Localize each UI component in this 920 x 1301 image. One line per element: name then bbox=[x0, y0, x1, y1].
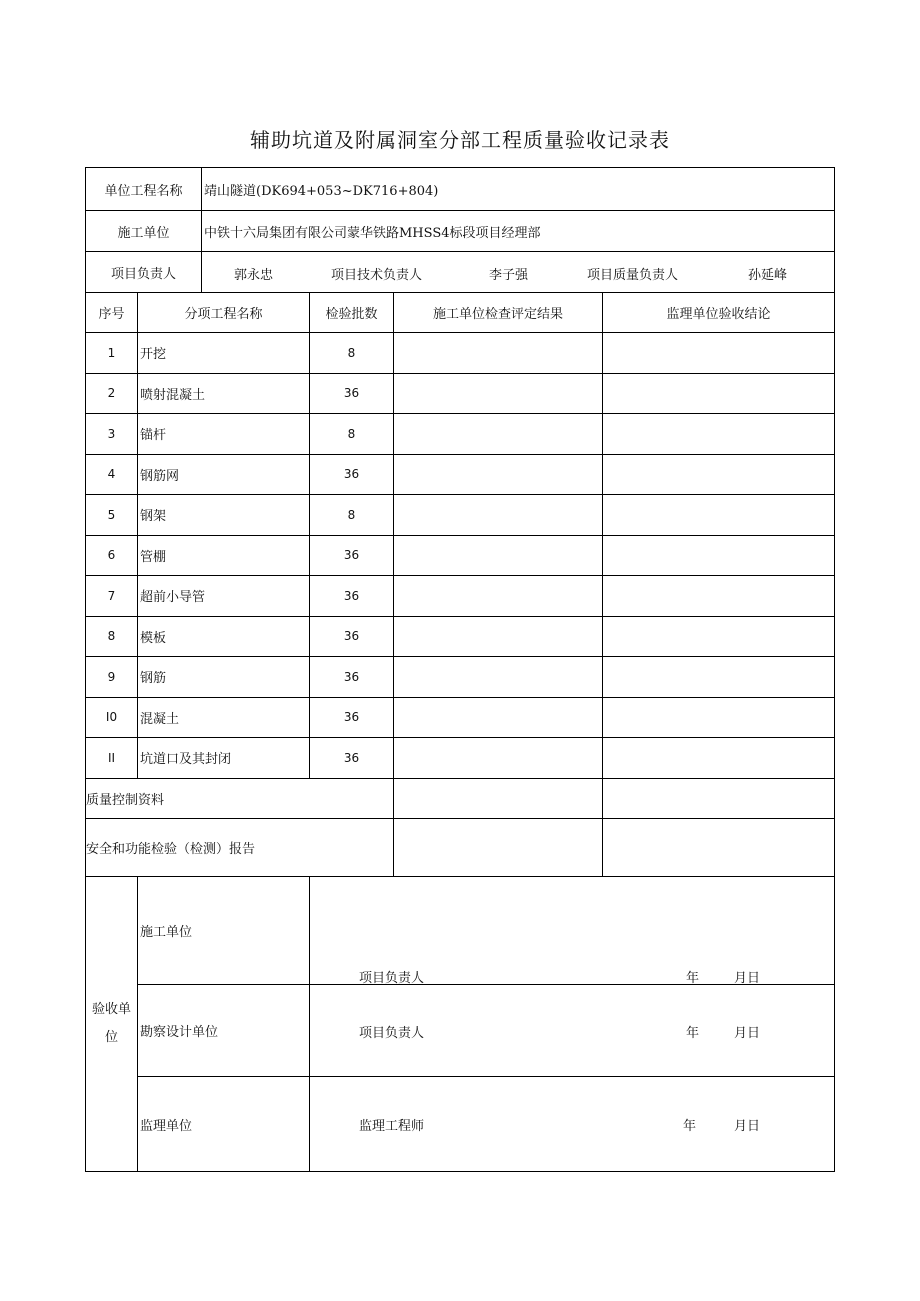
row-supervision-result bbox=[603, 333, 834, 374]
row-batches: 36 bbox=[310, 576, 394, 617]
row-supervision-result bbox=[603, 657, 834, 698]
row-batches: 36 bbox=[310, 738, 394, 779]
row-supervision-result bbox=[603, 698, 834, 739]
row-construction-result bbox=[394, 738, 603, 779]
tech-leader-label: 项目技术负责人 bbox=[331, 268, 423, 283]
col-header-name: 分项工程名称 bbox=[138, 293, 310, 333]
row-no: 4 bbox=[86, 455, 138, 496]
row-construction-result bbox=[394, 374, 603, 415]
row-item-name: 混凝土 bbox=[138, 698, 310, 739]
row-batches: 8 bbox=[310, 414, 394, 455]
row-item-name: 钢架 bbox=[138, 495, 310, 536]
unit-project-label: 单位工程名称 bbox=[86, 168, 202, 211]
row-supervision-result bbox=[603, 455, 834, 496]
document-title: 辅助坑道及附属洞室分部工程质量验收记录表 bbox=[250, 128, 670, 152]
row-no: 9 bbox=[86, 657, 138, 698]
safety-report-supervision-cell bbox=[603, 819, 834, 877]
quality-leader-value: 孙延峰 bbox=[748, 268, 788, 283]
row-no: II bbox=[86, 738, 138, 779]
signoff-construction-year: 年 bbox=[686, 971, 700, 986]
signoff-survey-person: 项目负责人 bbox=[359, 1026, 425, 1041]
row-no: 6 bbox=[86, 536, 138, 577]
row-no: I0 bbox=[86, 698, 138, 739]
row-item-name: 钢筋网 bbox=[138, 455, 310, 496]
signoff-survey-month-day: 月日 bbox=[734, 1026, 761, 1041]
row-item-name: 钢筋 bbox=[138, 657, 310, 698]
quality-data-supervision-cell bbox=[603, 779, 834, 819]
row-batches: 36 bbox=[310, 374, 394, 415]
signoff-construction-label: 施工单位 bbox=[138, 877, 310, 985]
col-header-batches: 检验批数 bbox=[310, 293, 394, 333]
row-no: 1 bbox=[86, 333, 138, 374]
row-item-name: 管棚 bbox=[138, 536, 310, 577]
acceptance-group-label bbox=[86, 877, 138, 1171]
row-item-name: 坑道口及其封闭 bbox=[138, 738, 310, 779]
acceptance-group-line1: 验收单 bbox=[91, 1002, 131, 1017]
signoff-supervision-year: 年 bbox=[683, 1119, 697, 1134]
tech-leader-value: 李子强 bbox=[489, 268, 529, 283]
row-item-name: 模板 bbox=[138, 617, 310, 658]
row-construction-result bbox=[394, 455, 603, 496]
quality-leader-label: 项目质量负责人 bbox=[587, 268, 679, 283]
acceptance-record-table bbox=[85, 167, 835, 1172]
row-batches: 36 bbox=[310, 657, 394, 698]
row-item-name: 开挖 bbox=[138, 333, 310, 374]
signoff-construction-person: 项目负责人 bbox=[359, 971, 425, 986]
row-supervision-result bbox=[603, 374, 834, 415]
signoff-supervision-person: 监理工程师 bbox=[359, 1119, 425, 1134]
signoff-supervision-label: 监理单位 bbox=[138, 1077, 310, 1171]
signoff-survey-label: 勘察设计单位 bbox=[138, 985, 310, 1077]
row-supervision-result bbox=[603, 414, 834, 455]
row-item-name: 喷射混凝土 bbox=[138, 374, 310, 415]
quality-data-label: 质量控制资料 bbox=[86, 779, 394, 819]
row-construction-result bbox=[394, 698, 603, 739]
row-supervision-result bbox=[603, 536, 834, 577]
safety-report-label: 安全和功能检验（检测）报告 bbox=[86, 819, 394, 877]
row-batches: 8 bbox=[310, 333, 394, 374]
row-supervision-result bbox=[603, 617, 834, 658]
row-item-name: 超前小导管 bbox=[138, 576, 310, 617]
quality-data-construction-cell bbox=[394, 779, 603, 819]
construction-unit-value: 中铁十六局集团有限公司蒙华铁路MHSS4标段项目经理部 bbox=[202, 211, 834, 252]
row-batches: 36 bbox=[310, 617, 394, 658]
row-construction-result bbox=[394, 536, 603, 577]
safety-report-construction-cell bbox=[394, 819, 603, 877]
signoff-construction-month-day: 月日 bbox=[734, 971, 761, 986]
row-no: 8 bbox=[86, 617, 138, 658]
acceptance-group-line2: 位 bbox=[104, 1030, 118, 1045]
row-construction-result bbox=[394, 495, 603, 536]
col-header-no: 序号 bbox=[86, 293, 138, 333]
row-batches: 36 bbox=[310, 455, 394, 496]
unit-project-value: 靖山隧道(DK694+053~DK716+804) bbox=[202, 168, 834, 211]
construction-unit-label: 施工单位 bbox=[86, 211, 202, 252]
col-header-supervision-result: 监理单位验收结论 bbox=[603, 293, 834, 333]
row-supervision-result bbox=[603, 738, 834, 779]
row-construction-result bbox=[394, 617, 603, 658]
row-construction-result bbox=[394, 414, 603, 455]
col-header-construction-result: 施工单位检查评定结果 bbox=[394, 293, 603, 333]
row-construction-result bbox=[394, 657, 603, 698]
row-construction-result bbox=[394, 333, 603, 374]
row-supervision-result bbox=[603, 576, 834, 617]
row-item-name: 锚杆 bbox=[138, 414, 310, 455]
row-no: 3 bbox=[86, 414, 138, 455]
row-batches: 36 bbox=[310, 698, 394, 739]
row-batches: 8 bbox=[310, 495, 394, 536]
signoff-survey-year: 年 bbox=[686, 1026, 700, 1041]
signoff-supervision-month-day: 月日 bbox=[734, 1119, 761, 1134]
row-supervision-result bbox=[603, 495, 834, 536]
row-no: 7 bbox=[86, 576, 138, 617]
row-batches: 36 bbox=[310, 536, 394, 577]
row-no: 2 bbox=[86, 374, 138, 415]
row-construction-result bbox=[394, 576, 603, 617]
row-no: 5 bbox=[86, 495, 138, 536]
project-leader-label: 项目负责人 bbox=[86, 252, 202, 293]
project-leader-value: 郭永忠 bbox=[234, 268, 274, 283]
